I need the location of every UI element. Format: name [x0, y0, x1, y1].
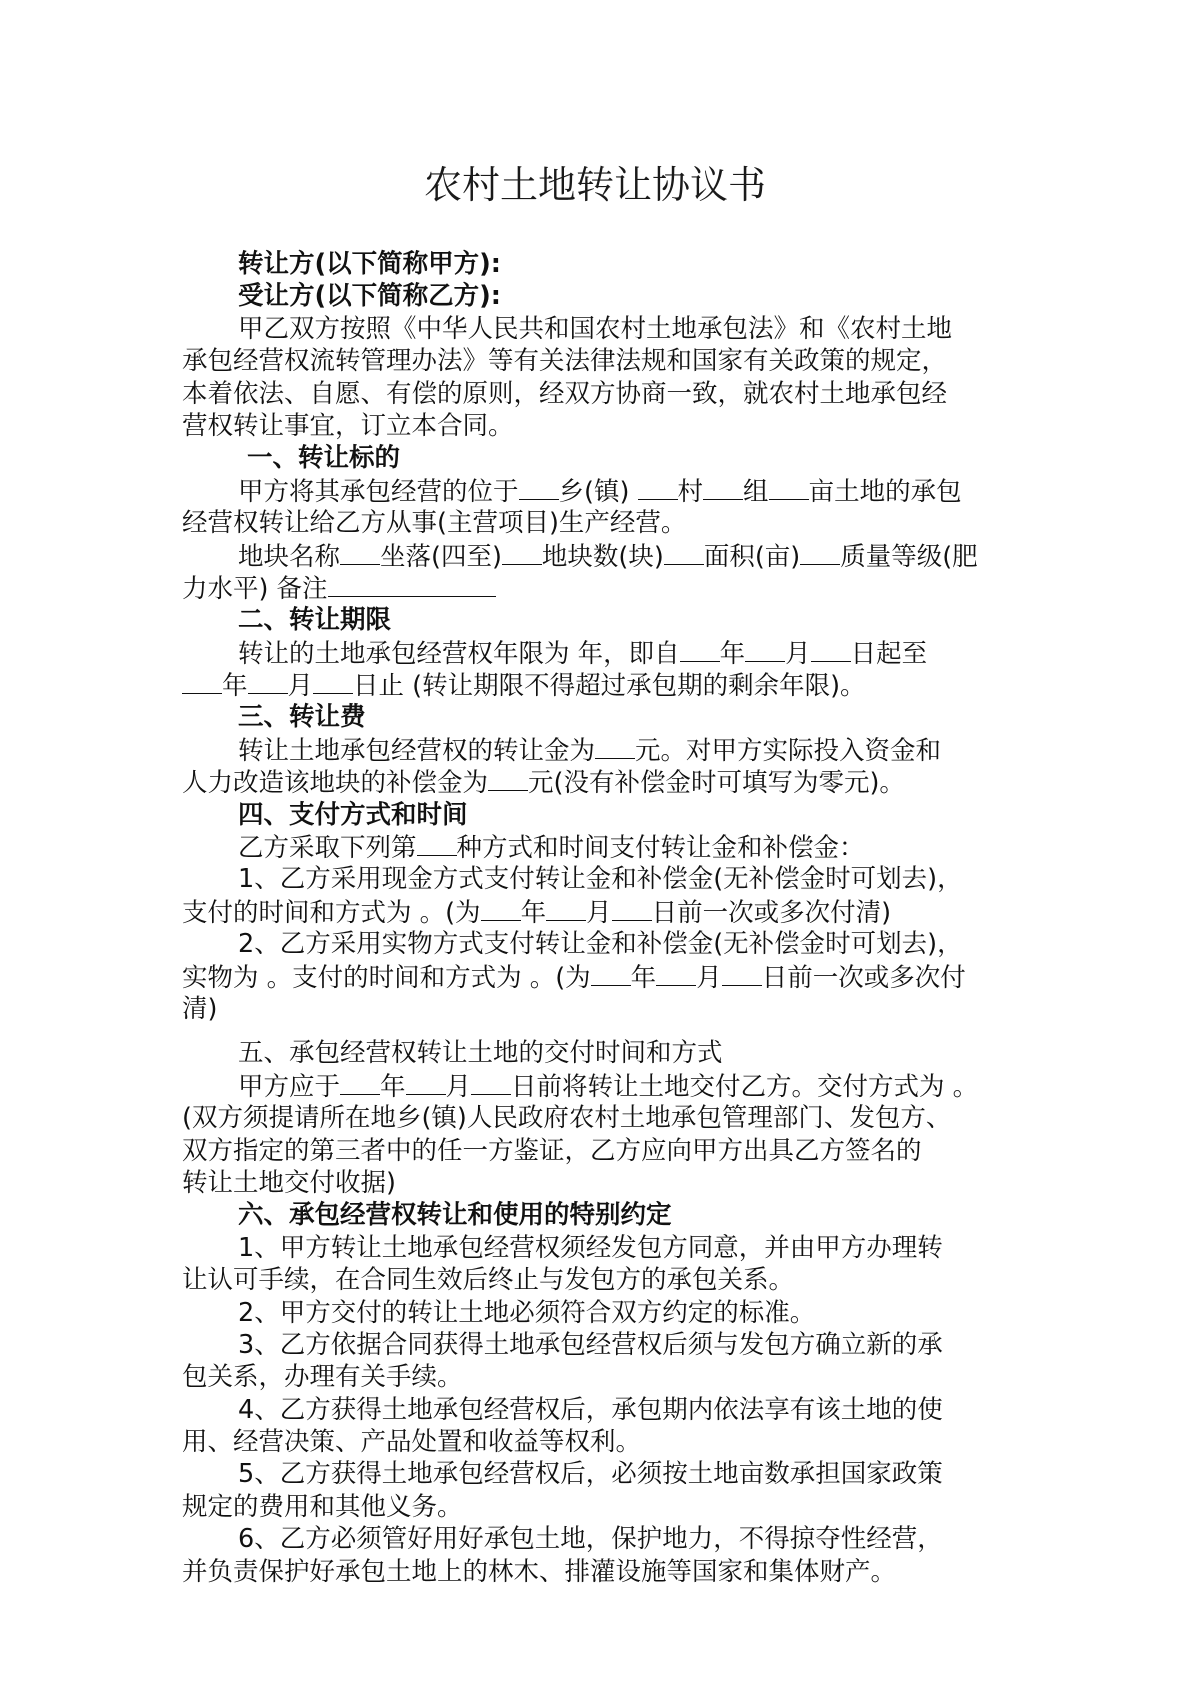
section-6-item: 2、甲方交付的转让土地必须符合双方约定的标准。	[238, 1297, 816, 1328]
section-1-text: 地块名称 坐落(四至) 地块数(块) 面积(亩) 质量等级(肥	[238, 541, 978, 572]
section-6-item: 6、乙方必须管好用好承包土地，保护地力，不得掠夺性经营，	[238, 1524, 943, 1555]
section-6-item: 1、甲方转让土地承包经营权须经发包方同意，并由甲方办理转	[238, 1232, 943, 1263]
section-6-item: 让认可手续，在合同生效后终止与发包方的承包关系。	[182, 1265, 795, 1296]
blank-field[interactable]	[313, 669, 353, 694]
intro-line: 承包经营权流转管理办法》等有关法律法规和国家有关政策的规定，	[182, 346, 948, 377]
blank-field[interactable]	[488, 766, 528, 791]
section-4-item: 2、乙方采用实物方式支付转让金和补偿金(无补偿金时可划去)，	[238, 929, 963, 960]
blank-field[interactable]	[680, 637, 720, 662]
intro-line: 本着依法、自愿、有偿的原则，经双方协商一致，就农村土地承包经	[182, 378, 948, 409]
section-1-text: 甲方将其承包经营的位于 乡(镇) 村 组 亩土地的承包	[238, 476, 962, 507]
blank-field[interactable]	[519, 475, 559, 500]
blank-field[interactable]	[248, 669, 288, 694]
blank-field[interactable]	[471, 1070, 511, 1095]
section-6-item: 规定的费用和其他义务。	[182, 1491, 463, 1522]
section-6-item: 包关系，办理有关手续。	[182, 1362, 463, 1393]
section-3-heading: 三、转让费	[238, 702, 366, 733]
section-3-text: 转让土地承包经营权的转让金为 元。对甲方实际投入资金和	[238, 735, 942, 766]
section-6-heading: 六、承包经营权转让和使用的特别约定	[238, 1200, 672, 1231]
blank-field[interactable]	[722, 961, 762, 986]
section-2-text: 转让的土地承包经营权年限为 年，即自 年 月 日起至	[238, 638, 928, 669]
section-6-item: 3、乙方依据合同获得土地承包经营权后须与发包方确立新的承	[238, 1329, 943, 1360]
blank-field[interactable]	[481, 896, 521, 921]
section-6-item: 4、乙方获得土地承包经营权后，承包期内依法享有该土地的使	[238, 1394, 943, 1425]
blank-field[interactable]	[406, 1070, 446, 1095]
transferee-line: 受让方(以下简称乙方):	[238, 281, 502, 312]
section-6-item: 5、乙方获得土地承包经营权后，必须按土地亩数承担国家政策	[238, 1459, 943, 1490]
section-4-text: 乙方采取下列第 种方式和时间支付转让金和补偿金：	[238, 833, 865, 864]
section-4-item: 支付的时间和方式为 。(为 年 月 日前一次或多次付清)	[182, 897, 892, 928]
section-4-heading: 四、支付方式和时间	[238, 799, 468, 830]
page-title: 农村土地转让协议书	[423, 163, 766, 207]
section-6-item: 用、经营决策、产品处置和收益等权利。	[182, 1427, 642, 1458]
section-6-item: 并负责保护好承包土地上的林木、排灌设施等国家和集体财产。	[182, 1556, 897, 1587]
blank-field[interactable]	[182, 669, 222, 694]
section-1-heading: 一、转让标的	[247, 443, 401, 474]
transferor-line: 转让方(以下简称甲方):	[238, 249, 502, 279]
blank-field[interactable]	[745, 637, 785, 662]
blank-field[interactable]	[656, 961, 696, 986]
section-5-text: 转让土地交付收据)	[182, 1167, 396, 1198]
intro-line: 营权转让事宜，订立本合同。	[182, 410, 514, 441]
section-3-text: 人力改造该地块的补偿金为 元(没有补偿金时可填写为零元)。	[182, 768, 905, 799]
intro-line: 甲乙双方按照《中华人民共和国农村土地承包法》和《农村土地	[238, 313, 953, 344]
blank-field[interactable]	[340, 540, 380, 565]
blank-field[interactable]	[703, 475, 743, 500]
section-1-text: 力水平) 备注	[182, 572, 1020, 604]
section-5-text: (双方须提请所在地乡(镇)人民政府农村土地承包管理部门、发包方、	[182, 1103, 952, 1134]
document-body	[182, 248, 1020, 1588]
section-4-item: 清)	[182, 993, 218, 1024]
blank-field[interactable]	[340, 1070, 380, 1095]
section-4-item: 实物为 。支付的时间和方式为 。(为 年 月 日前一次或多次付	[182, 962, 966, 993]
section-4-item: 1、乙方采用现金方式支付转让金和补偿金(无补偿金时可划去)，	[238, 864, 963, 895]
section-5-text: 双方指定的第三者中的任一方鉴证，乙方应向甲方出具乙方签名的	[182, 1135, 922, 1166]
section-5-text: 甲方应于 年 月 日前将转让土地交付乙方。交付方式为 。	[238, 1071, 979, 1102]
blank-field[interactable]	[811, 637, 851, 662]
section-2-text: 年 月 日止 (转让期限不得超过承包期的剩余年限)。	[182, 669, 1020, 701]
blank-field[interactable]	[591, 961, 631, 986]
section-2-heading: 二、转让期限	[238, 605, 392, 636]
blank-field[interactable]	[417, 831, 457, 856]
blank-field[interactable]	[800, 540, 840, 565]
blank-field[interactable]	[664, 540, 704, 565]
remarks-blank[interactable]	[328, 572, 496, 597]
section-5-heading: 五、承包经营权转让土地的交付时间和方式	[238, 1038, 723, 1069]
blank-field[interactable]	[546, 896, 586, 921]
blank-field[interactable]	[502, 540, 542, 565]
blank-field[interactable]	[612, 896, 652, 921]
blank-field[interactable]	[595, 734, 635, 759]
section-1-text: 经营权转让给乙方从事(主营项目)生产经营。	[182, 508, 687, 539]
blank-field[interactable]	[638, 475, 678, 500]
blank-field[interactable]	[769, 475, 809, 500]
